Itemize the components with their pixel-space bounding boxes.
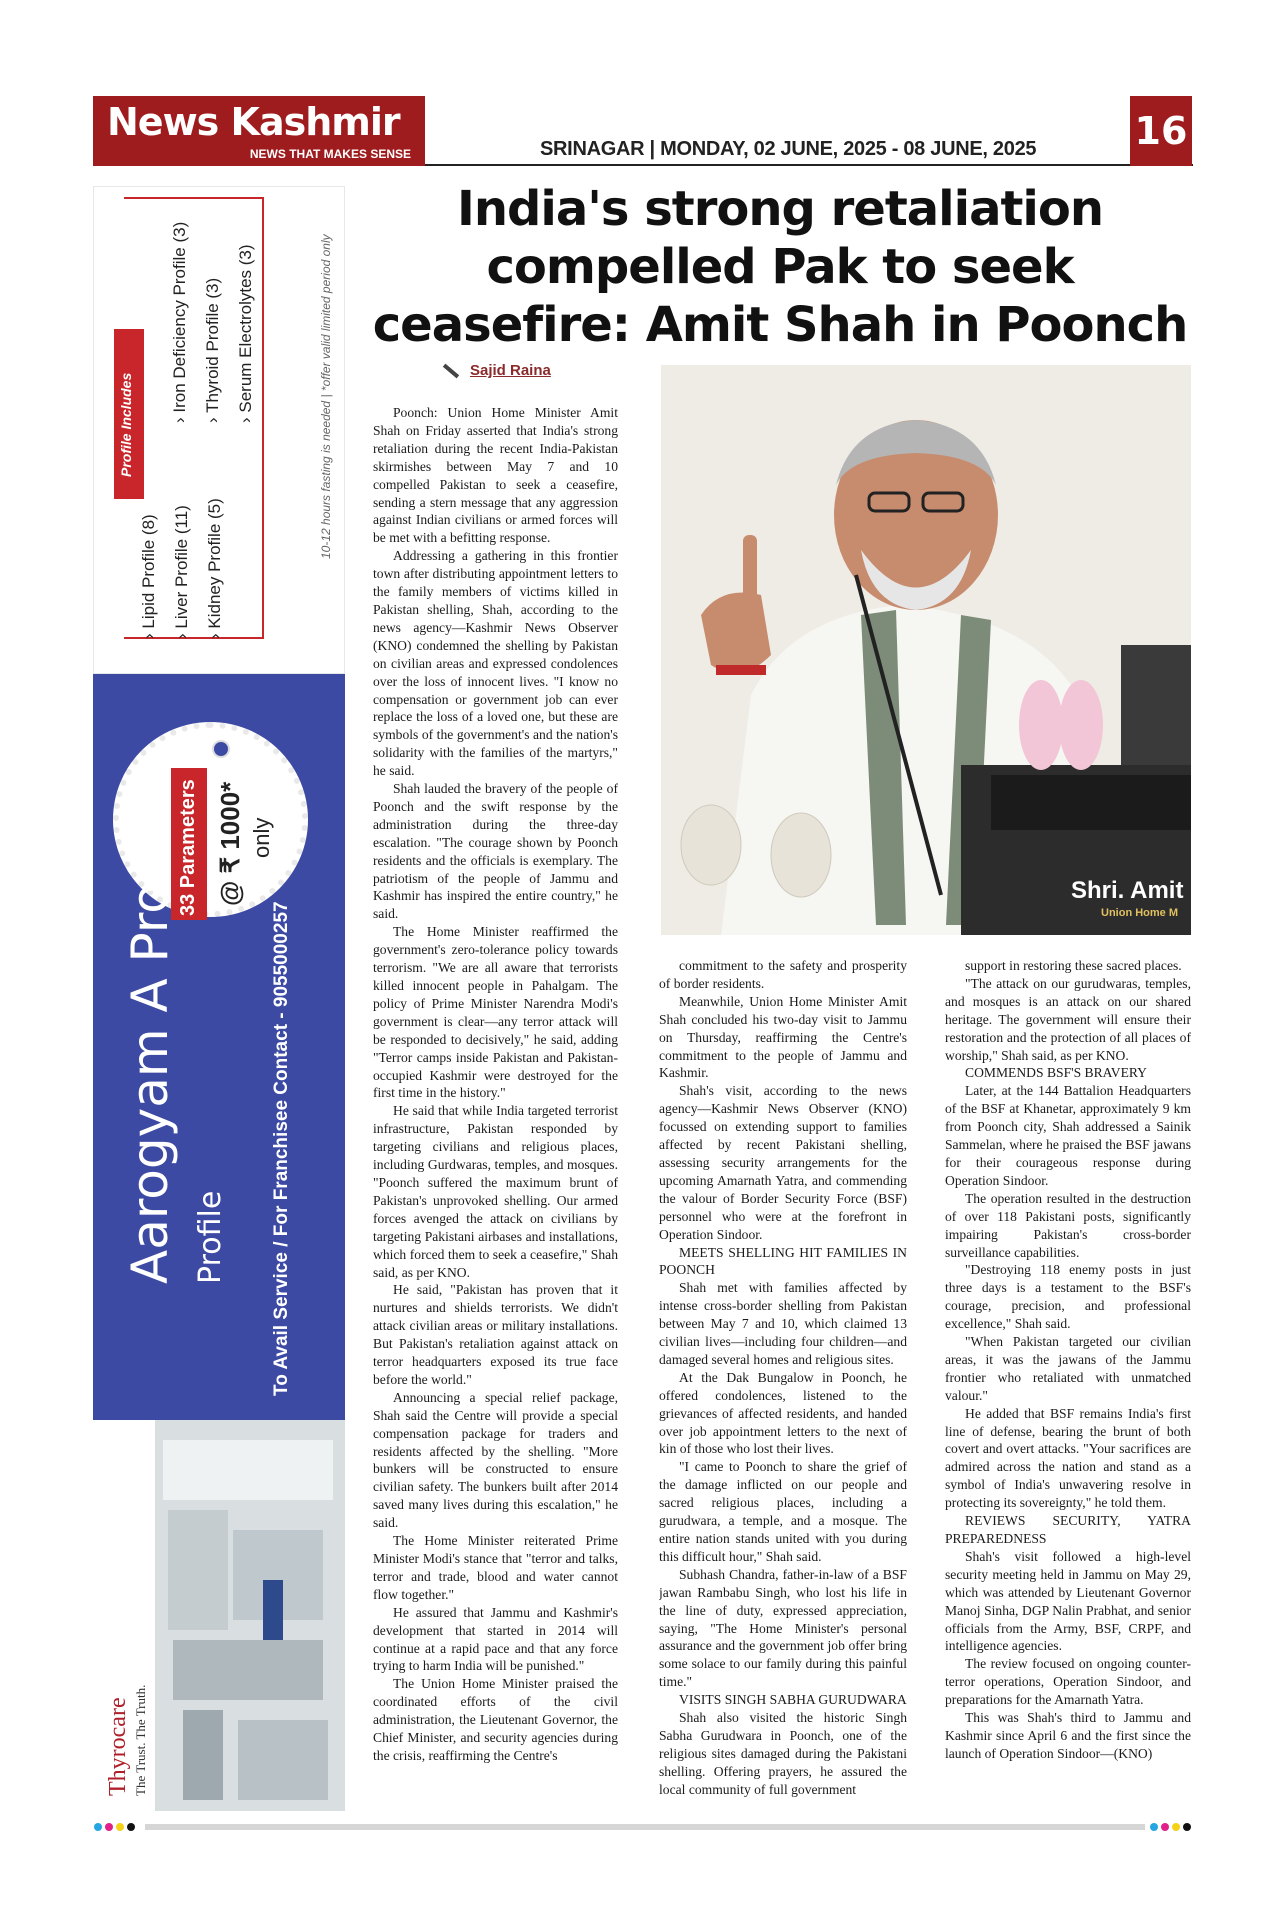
paragraph: support in restoring these sacred places. <box>965 958 1182 973</box>
registration-mark <box>94 1823 102 1831</box>
paragraph: The review focused on ongoing counter-terror operations, Operation Sindoor, and preparations for the Amarnath Yatra. <box>945 1656 1191 1708</box>
ad-contact: To Avail Service / For Franchisee Contact - 9055000257 <box>271 901 292 1396</box>
paragraph: Shah also visited the historic Singh Sabha Gurudwara in Poonch, one of the religious sites damaged during the Pakistani shelling. Offering prayers, he assured the local community of full government <box>659 1710 907 1797</box>
registration-mark <box>1150 1823 1158 1831</box>
brand-logo: Thyrocare <box>105 1697 131 1796</box>
paragraph: The Home Minister reaffirmed the government's zero-tolerance policy towards terrorism. "We are all aware that terrorists killed innocent people in Pahalgam. The policy of Prime Minister Narendra Modi's government is clear—any terror attack will be responded to decisively," he said, adding "Terror camps inside Pakistan and Pakistan-occupied Kashmir were destroyed for the first time in the history." <box>373 924 618 1101</box>
tag-hole-icon <box>212 740 230 758</box>
profile-includes-label: Profile Includes <box>118 372 134 477</box>
paragraph: This was Shah's third to Jammu and Kashmir since April 6 and the first since the launch of Operation Sindoor—(KNO) <box>945 1710 1191 1761</box>
ad-subtitle: Profile <box>193 1190 228 1284</box>
subheading: VISITS SINGH SABHA GURUDWARA <box>679 1692 907 1708</box>
badge-parameters: 33 Parameters <box>177 779 199 916</box>
paragraph: "Destroying 118 enemy posts in just three days is a testament to the BSF's courage, precision, and professional excellence," Shah said. <box>945 1262 1191 1332</box>
paragraph: Subhash Chandra, father-in-law of a BSF jawan Rambabu Singh, who lost his life in the line of duty, expressed appreciation, saying, "The Home Minister's personal assurance and the government job offer bring some solace to our family during this painful time." <box>659 1566 907 1690</box>
byline <box>442 362 551 379</box>
dateline: SRINAGAR | MONDAY, 02 JUNE, 2025 - 08 JUNE, 2025 <box>540 138 1037 160</box>
ad-title: Aarogyam A Pro <box>121 883 179 1284</box>
masthead-tagline: NEWS THAT MAKES SENSE <box>249 147 411 161</box>
byline-author: Sajid Raina <box>470 362 551 379</box>
paragraph: He said that while India targeted terrorist infrastructure, Pakistan responded by targeting civilians and religious places, including Gurdwaras, temples, and mosques. "Poonch suffered the maximum brunt of Pakistan's unprovoked shelling. Our armed forces avenged the attack on civilians by targeting Pakistani airbases and installations, which forced them to seek a ceasefire," Shah said, as per KNO. <box>373 1103 618 1280</box>
profile-item: › Thyroid Profile (3) <box>203 277 222 423</box>
registration-mark <box>1161 1823 1169 1831</box>
registration-mark <box>105 1823 113 1831</box>
ad-lab-panel <box>93 1420 345 1811</box>
profile-item: › Serum Electrolytes (3) <box>236 244 255 423</box>
paragraph: Addressing a gathering in this frontier town after distributing appointment letters to the family members of victims killed in Pakistan shelling, Shah, according to the news agency—Kashmir News Observer (KNO) condemned the shelling by Pakistan on civilian areas and expressed condolences over the loss of innocent lives. "I know no compensation or government job can ever replace the loss of a loved one, but these are symbols of the government's and the nation's solidarity with the families of the martyrs," he said. <box>373 548 618 779</box>
paragraph: "The attack on our gurudwaras, temples, and mosques is an attack on our shared heritage. The government will ensure their restoration and the protection of all places of worship," Shah said, as per KNO. <box>945 975 1191 1063</box>
masthead-title: News Kashmir <box>107 100 400 144</box>
amit-shah-photo <box>661 365 1191 935</box>
paragraph: The Home Minister reiterated Prime Minister Modi's stance that "terror and talks, terror and trade, blood and water cannot flow together." <box>373 1533 618 1602</box>
pen-icon <box>443 364 459 379</box>
subheading: MEETS SHELLING HIT FAMILIES IN POONCH <box>659 1244 907 1278</box>
paragraph: Poonch: Union Home Minister Amit Shah on Friday asserted that India's strong retaliation during the recent India-Pakistan skirmishes between May 7 and 10 compelled Pakistan to seek a ceasefire, sending a stern message that any aggression against Indian civilians or armed forces will be met with a befitting response. <box>373 405 618 546</box>
paragraph: Shah met with families affected by intense cross-border shelling from Pakistan between May 7 and 10, which claimed 13 civilian lives—including four children—and damaged several homes and religious sites. <box>659 1280 907 1367</box>
paragraph: commitment to the safety and prosperity of border residents. <box>659 958 907 991</box>
article-headline: India's strong retaliation compelled Pak to seek ceasefire: Amit Shah in Poonch <box>372 181 1188 353</box>
registration-mark <box>127 1823 135 1831</box>
paragraph: Announcing a special relief package, Shah said the Centre will provide a special compensation package for traders and residents affected by the shelling. "More bunkers will be constructed to ensure civilian safety. The bunkers built after 2014 saved many lives during this escalation," he said. <box>373 1389 618 1531</box>
photo-caption-name: Shri. Amit <box>1071 877 1184 904</box>
footer-bar <box>145 1824 1145 1830</box>
profile-item: › Iron Deficiency Profile (3) <box>170 221 189 423</box>
paragraph: He added that BSF remains India's first line of defense, bearing the brunt of both covert and overt attacks. "Your sacrifices are admired across the nation and stand as a symbol of India's unwavering resolve in protecting its sovereignty," he told them. <box>945 1405 1191 1511</box>
badge-only: only <box>249 817 274 858</box>
paragraph: The Union Home Minister praised the coordinated efforts of the civil administration, the Lieutenant Governor, the Chief Minister, and security agencies during the crisis, reaffirming the Centre's <box>373 1676 618 1763</box>
brand-tagline: The Trust. The Truth. <box>133 1684 148 1796</box>
header-rule <box>425 164 1193 166</box>
registration-mark <box>1172 1823 1180 1831</box>
profile-item: › Liver Profile (11) <box>172 505 191 639</box>
paragraph: Later, at the 144 Battalion Headquarters of the BSF at Khanetar, approximately 9 km from Poonch city, Shah addressed a Sainik Sammelan, where he praised the BSF jawans for their courageous response during Operation Sindoor. <box>945 1083 1191 1188</box>
masthead <box>93 96 425 166</box>
registration-mark <box>1183 1823 1191 1831</box>
paragraph: Shah's visit followed a high-level security meeting held in Jammu on May 29, which was attended by Lieutenant Governor Manoj Sinha, DGP Nalin Prabhat, and senior officials from the Army, BSF, CRPF, and intelligence agencies. <box>945 1548 1191 1654</box>
registration-mark <box>116 1823 124 1831</box>
article-column-1 <box>373 404 618 1812</box>
article-column-3 <box>945 957 1191 1812</box>
page-number: 16 <box>1130 96 1192 166</box>
paragraph: Meanwhile, Union Home Minister Amit Shah concluded his two-day visit to Jammu on Thursday, reaffirming the Centre's commitment to the people of Jammu and Kashmir. <box>659 993 907 1081</box>
paragraph: "When Pakistan targeted our civilian areas, it was the jawans of the Jammu frontier who retaliated with unmatched valour." <box>945 1334 1191 1403</box>
advertisement <box>93 186 345 1811</box>
paragraph: At the Dak Bungalow in Poonch, he offered condolences, listened to the grievances of affected residents, and handed over job appointment letters to the next of kin of those who lost their lives. <box>659 1369 907 1457</box>
paragraph: "I came to Poonch to share the grief of the damage inflicted on our people and sacred religious places, including a gurudwara, a temple, and a mosque. The entire nation stands united with you during this difficult hour," Shah said. <box>659 1459 907 1564</box>
photo-caption-sub: Union Home M <box>1101 907 1178 919</box>
subheading: COMMENDS BSF'S BRAVERY <box>965 1065 1148 1081</box>
article-photo <box>661 365 1191 935</box>
paragraph: He said, "Pakistan has proven that it nurtures and shields terrorists. We didn't attack civilian areas or military installations. But Pakistan's retaliation against attack on terror headquarters exposed its true face before the world." <box>373 1282 618 1387</box>
badge-price: @ ₹ 1000* <box>215 781 245 906</box>
paragraph: The operation resulted in the destruction of over 118 Pakistani posts, significantly impairing Pakistan's cross-border surveillance capabilities. <box>945 1190 1191 1260</box>
article-column-2 <box>659 957 907 1812</box>
subheading: REVIEWS SECURITY, YATRA PREPAREDNESS <box>945 1513 1191 1546</box>
fine-print: 10-12 hours fasting is needed | *offer valid limited period only <box>319 234 333 559</box>
profile-item: › Lipid Profile (8) <box>139 514 158 639</box>
ad-main-panel <box>93 674 345 1420</box>
profile-item: › Kidney Profile (5) <box>205 498 224 639</box>
paragraph: Shah's visit, according to the news agency—Kashmir News Observer (KNO) focussed on extending support to families affected by recent Pakistani shelling, assessing security arrangements for the upcoming Amarnath Yatra, and commending the valour of Border Security Force (BSF) personnel who were at the forefront in Operation Sindoor. <box>659 1083 907 1242</box>
paragraph: He assured that Jammu and Kashmir's development that started in 2014 will continue at a rapid pace and that any force trying to harm India will be punished." <box>373 1604 618 1674</box>
ad-profile-panel <box>93 186 345 674</box>
paragraph: Shah lauded the bravery of the people of Poonch and the swift response by the administration during the three-day escalation. "The courage shown by Poonch residents and the officials is exemplary. The patriotism of the people of Jammu and Kashmir has inspired the entire country," he said. <box>373 781 618 922</box>
